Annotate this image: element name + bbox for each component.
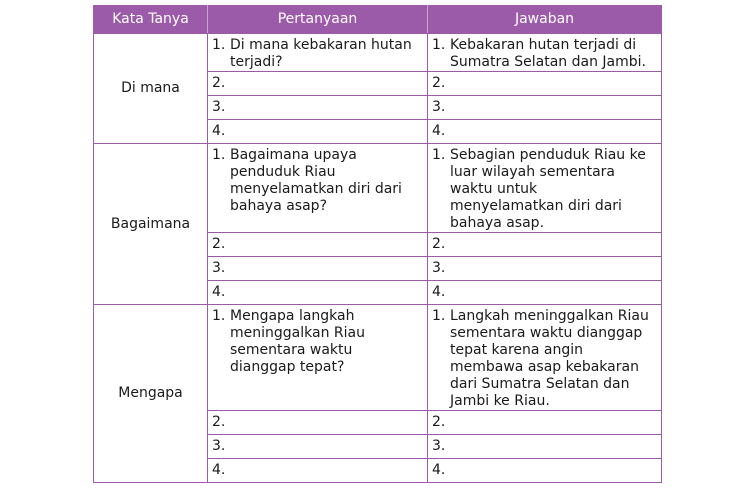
- answer-text: [450, 236, 655, 253]
- answer-cell: [428, 120, 662, 144]
- question-cell: [208, 120, 428, 144]
- question-text: [230, 260, 421, 277]
- table-row: [94, 144, 662, 233]
- answer-number: 1.: [432, 147, 446, 163]
- question-number: 2.: [212, 75, 226, 91]
- answer-number: 2.: [432, 75, 446, 91]
- question-cell: [208, 72, 428, 96]
- question-cell: [208, 281, 428, 305]
- question-text: [230, 414, 421, 431]
- question-text: [230, 284, 421, 301]
- question-number: 3.: [212, 260, 226, 276]
- table-row: [94, 34, 662, 72]
- question-cell: [208, 459, 428, 483]
- answer-cell: [428, 459, 662, 483]
- answer-number: 1.: [432, 37, 446, 53]
- question-text: [230, 99, 421, 116]
- group-di-mana: [94, 34, 662, 144]
- question-text: [230, 236, 421, 253]
- answer-number: 4.: [432, 462, 446, 478]
- question-cell: [208, 411, 428, 435]
- answer-cell: [428, 233, 662, 257]
- kata-tanya-cell: Bagaimana: [94, 144, 208, 305]
- question-cell: [208, 435, 428, 459]
- kata-tanya-cell: Mengapa: [94, 305, 208, 483]
- answer-cell: [428, 96, 662, 120]
- question-number: 4.: [212, 284, 226, 300]
- answer-cell: [428, 305, 662, 411]
- question-number: 4.: [212, 123, 226, 139]
- answer-text: [450, 462, 655, 479]
- answer-number: 3.: [432, 438, 446, 454]
- question-number: 2.: [212, 414, 226, 430]
- header-pertanyaan: Pertanyaan: [208, 6, 428, 34]
- question-text: Di mana kebakaran hutan terjadi?: [230, 37, 412, 70]
- answer-text: [450, 99, 655, 116]
- question-text: Bagaimana upaya penduduk Riau menyelamatkan diri dari bahaya asap?: [230, 147, 402, 214]
- answer-cell: [428, 257, 662, 281]
- answer-cell: [428, 34, 662, 72]
- answer-text: [450, 75, 655, 92]
- answer-text: [450, 260, 655, 277]
- answer-number: 2.: [432, 236, 446, 252]
- question-text: Mengapa langkah meninggalkan Riau sementara waktu dianggap tepat?: [230, 308, 365, 375]
- kata-tanya-cell: Di mana: [94, 34, 208, 144]
- answer-number: 4.: [432, 123, 446, 139]
- question-cell: [208, 257, 428, 281]
- question-number: 2.: [212, 236, 226, 252]
- answer-text: [450, 284, 655, 301]
- table-header-row: [94, 6, 662, 34]
- answer-cell: [428, 144, 662, 233]
- question-text: [230, 75, 421, 92]
- answer-number: 3.: [432, 260, 446, 276]
- question-text: [230, 462, 421, 479]
- answer-cell: [428, 281, 662, 305]
- answer-cell: [428, 435, 662, 459]
- question-cell: [208, 34, 428, 72]
- table-row: [94, 305, 662, 411]
- question-number: 3.: [212, 438, 226, 454]
- question-cell: [208, 305, 428, 411]
- question-cell: [208, 96, 428, 120]
- answer-number: 2.: [432, 414, 446, 430]
- header-jawaban: Jawaban: [428, 6, 662, 34]
- question-text: [230, 438, 421, 455]
- answer-text: [450, 438, 655, 455]
- answer-cell: [428, 72, 662, 96]
- answer-number: 4.: [432, 284, 446, 300]
- answer-cell: [428, 411, 662, 435]
- question-cell: [208, 144, 428, 233]
- answer-text: [450, 414, 655, 431]
- group-mengapa: [94, 305, 662, 483]
- question-number: 1.: [212, 147, 226, 163]
- question-number: 4.: [212, 462, 226, 478]
- question-answer-table: [93, 5, 662, 483]
- question-number: 1.: [212, 308, 226, 324]
- answer-text: Kebakaran hutan terjadi di Sumatra Selatan dan Jambi.: [450, 37, 646, 70]
- answer-number: 1.: [432, 308, 446, 324]
- question-number: 3.: [212, 99, 226, 115]
- header-kata-tanya: Kata Tanya: [94, 6, 208, 34]
- question-number: 1.: [212, 37, 226, 53]
- answer-text: Sebagian penduduk Riau ke luar wilayah sementara waktu untuk menyelamatkan diri dari bahaya asap.: [450, 147, 646, 231]
- group-bagaimana: [94, 144, 662, 305]
- answer-number: 3.: [432, 99, 446, 115]
- answer-text: Langkah meninggalkan Riau sementara waktu dianggap tepat karena angin membawa asap kebakaran dari Sumatra Selatan dan Jambi ke Riau.: [450, 308, 649, 409]
- question-cell: [208, 233, 428, 257]
- answer-text: [450, 123, 655, 140]
- question-text: [230, 123, 421, 140]
